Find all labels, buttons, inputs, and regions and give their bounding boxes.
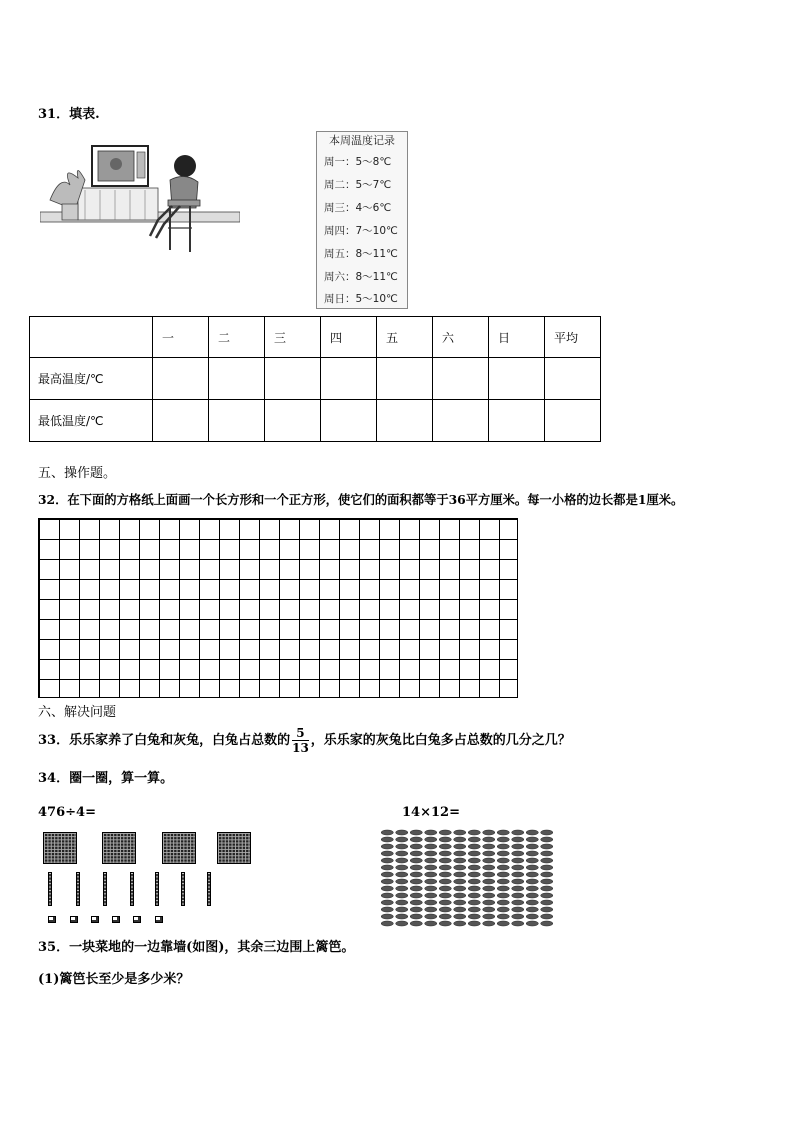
dot — [541, 886, 553, 891]
dot — [526, 900, 538, 905]
cell-max-sat[interactable] — [433, 358, 489, 400]
dot — [497, 879, 509, 884]
row-label-min: 最低温度/℃ — [30, 400, 153, 442]
dot — [483, 921, 495, 926]
dot — [497, 907, 509, 912]
dot — [526, 844, 538, 849]
dot — [454, 865, 466, 870]
dot — [526, 858, 538, 863]
dot — [541, 830, 553, 835]
dot — [512, 844, 524, 849]
cell-min-thu[interactable] — [321, 400, 377, 442]
dot — [541, 851, 553, 856]
dot — [381, 886, 393, 891]
dot — [526, 914, 538, 919]
dot — [468, 921, 480, 926]
temperature-record-card — [316, 131, 408, 309]
cell-max-wed[interactable] — [265, 358, 321, 400]
dot — [497, 830, 509, 835]
dot — [483, 914, 495, 919]
dot — [381, 893, 393, 898]
unit-cube — [48, 916, 56, 923]
dot — [425, 851, 437, 856]
dot — [483, 893, 495, 898]
dot — [497, 858, 509, 863]
card-line-fri: 周五：8～11℃ — [324, 248, 398, 260]
cell-max-mon[interactable] — [153, 358, 209, 400]
dot — [396, 830, 408, 835]
dot — [512, 893, 524, 898]
dot — [483, 900, 495, 905]
ten-rod — [181, 872, 185, 906]
dot — [468, 907, 480, 912]
dot — [410, 858, 422, 863]
dot — [410, 865, 422, 870]
dot — [381, 872, 393, 877]
dot — [512, 886, 524, 891]
dot — [468, 914, 480, 919]
header-wed: 三 — [265, 317, 321, 358]
cell-max-average[interactable] — [545, 358, 601, 400]
cell-min-sun[interactable] — [489, 400, 545, 442]
dot — [396, 879, 408, 884]
dot — [497, 921, 509, 926]
ten-rod — [130, 872, 134, 906]
dot — [526, 865, 538, 870]
dot — [410, 907, 422, 912]
dot — [381, 844, 393, 849]
cell-min-fri[interactable] — [377, 400, 433, 442]
cell-max-sun[interactable] — [489, 358, 545, 400]
card-line-wed: 周三：4～6℃ — [324, 202, 392, 214]
dot — [526, 907, 538, 912]
dot — [396, 844, 408, 849]
dot — [425, 830, 437, 835]
fraction-numerator: 5 — [292, 726, 309, 741]
dot — [410, 886, 422, 891]
dot — [483, 858, 495, 863]
dot — [483, 844, 495, 849]
dot — [512, 900, 524, 905]
dot — [439, 886, 451, 891]
dot — [396, 851, 408, 856]
cell-min-wed[interactable] — [265, 400, 321, 442]
dot — [526, 893, 538, 898]
cell-min-sat[interactable] — [433, 400, 489, 442]
dot — [512, 872, 524, 877]
dot — [541, 900, 553, 905]
hundred-block — [102, 832, 136, 864]
dot — [425, 837, 437, 842]
dot — [541, 879, 553, 884]
unit-cube — [133, 916, 141, 923]
dot — [425, 886, 437, 891]
dot — [396, 900, 408, 905]
header-blank — [30, 317, 153, 358]
header-thu: 四 — [321, 317, 377, 358]
dot-array — [380, 829, 554, 927]
unit-cube — [70, 916, 78, 923]
dot — [483, 837, 495, 842]
dot — [425, 858, 437, 863]
dot — [396, 872, 408, 877]
card-title: 本周温度记录 — [329, 134, 395, 147]
dot — [410, 872, 422, 877]
dot — [497, 900, 509, 905]
dot — [439, 830, 451, 835]
question-33-text-after: ，乐乐家的灰兔比白兔多占总数的几分之几？ — [310, 733, 571, 748]
ten-rod — [103, 872, 107, 906]
cell-min-mon[interactable] — [153, 400, 209, 442]
graph-paper-grid[interactable] — [38, 518, 518, 698]
dot — [541, 844, 553, 849]
dot — [410, 879, 422, 884]
header-fri: 五 — [377, 317, 433, 358]
dot — [410, 837, 422, 842]
dot — [454, 837, 466, 842]
dot — [541, 858, 553, 863]
unit-cube — [91, 916, 99, 923]
section-5-title: 五、操作题。 — [38, 466, 117, 481]
header-tue: 二 — [209, 317, 265, 358]
dot — [425, 914, 437, 919]
dot — [396, 837, 408, 842]
dot — [396, 907, 408, 912]
row-label-max: 最高温度/℃ — [30, 358, 153, 400]
dot — [468, 879, 480, 884]
dot — [410, 900, 422, 905]
dot — [381, 914, 393, 919]
dot — [468, 900, 480, 905]
dot — [497, 837, 509, 842]
card-line-sat: 周六：8～11℃ — [324, 271, 398, 283]
dot — [483, 851, 495, 856]
cell-max-thu[interactable] — [321, 358, 377, 400]
dot — [454, 844, 466, 849]
header-mon: 一 — [153, 317, 209, 358]
dot — [454, 893, 466, 898]
dot — [541, 872, 553, 877]
dot — [454, 851, 466, 856]
dot — [468, 865, 480, 870]
dot — [512, 879, 524, 884]
dot — [396, 886, 408, 891]
fraction-denominator: 13 — [292, 741, 309, 755]
dot — [439, 872, 451, 877]
dot — [439, 914, 451, 919]
card-line-mon: 周一：5～8℃ — [324, 156, 392, 168]
multiplication-expression: 14×12= — [402, 805, 460, 820]
card-line-thu: 周四：7～10℃ — [324, 225, 398, 237]
cell-min-average[interactable] — [545, 400, 601, 442]
hundred-block — [217, 832, 251, 864]
unit-cube — [112, 916, 120, 923]
dot — [468, 830, 480, 835]
dot — [381, 879, 393, 884]
header-average: 平均 — [545, 317, 601, 358]
dot — [541, 914, 553, 919]
dot — [468, 858, 480, 863]
dot — [439, 900, 451, 905]
dot — [425, 900, 437, 905]
card-line-tue: 周二：5～7℃ — [324, 179, 392, 191]
dot — [497, 865, 509, 870]
dot — [410, 914, 422, 919]
dot — [439, 921, 451, 926]
dot — [541, 921, 553, 926]
question-35-title: 35．一块菜地的一边靠墙(如图)，其余三边围上篱笆。 — [38, 940, 355, 955]
hundred-block — [162, 832, 196, 864]
dot — [381, 851, 393, 856]
dot — [439, 893, 451, 898]
ten-rod — [76, 872, 80, 906]
dot — [541, 837, 553, 842]
dot — [381, 907, 393, 912]
dot — [425, 844, 437, 849]
dot — [381, 830, 393, 835]
dot — [483, 907, 495, 912]
header-sat: 六 — [433, 317, 489, 358]
dot — [468, 837, 480, 842]
dot — [410, 851, 422, 856]
dot — [483, 879, 495, 884]
dot — [425, 872, 437, 877]
header-sun: 日 — [489, 317, 545, 358]
dot — [526, 830, 538, 835]
table-header-row — [30, 317, 601, 358]
dot — [483, 865, 495, 870]
dot — [526, 921, 538, 926]
cell-max-tue[interactable] — [209, 358, 265, 400]
table-row-min — [30, 400, 601, 442]
cell-min-tue[interactable] — [209, 400, 265, 442]
dot — [483, 886, 495, 891]
card-line-sun: 周日：5～10℃ — [324, 293, 398, 305]
dot — [512, 921, 524, 926]
dot — [512, 907, 524, 912]
dot — [497, 872, 509, 877]
dot — [425, 879, 437, 884]
unit-cube — [155, 916, 163, 923]
dot — [541, 907, 553, 912]
dot — [381, 837, 393, 842]
dot — [410, 893, 422, 898]
ten-rod — [207, 872, 211, 906]
dot — [425, 921, 437, 926]
dot — [381, 865, 393, 870]
dot — [439, 879, 451, 884]
dot — [497, 851, 509, 856]
ten-rod — [48, 872, 52, 906]
dot — [512, 865, 524, 870]
question-35-sub-1: (1)篱笆长至少是多少米？ — [38, 972, 190, 987]
dot — [497, 893, 509, 898]
dot — [439, 844, 451, 849]
dot — [468, 844, 480, 849]
dot — [410, 921, 422, 926]
dot — [512, 837, 524, 842]
dot — [483, 830, 495, 835]
dot — [439, 907, 451, 912]
dot — [396, 914, 408, 919]
dot — [454, 914, 466, 919]
dot — [512, 914, 524, 919]
dot — [439, 851, 451, 856]
division-expression: 476÷4= — [38, 805, 96, 820]
cell-max-fri[interactable] — [377, 358, 433, 400]
dot — [541, 893, 553, 898]
dot — [541, 865, 553, 870]
dot — [512, 830, 524, 835]
ten-rod — [155, 872, 159, 906]
dot — [396, 858, 408, 863]
question-32-text: 32．在下面的方格纸上面画一个长方形和一个正方形，使它们的面积都等于36平方厘米。每一小格的边长都是1厘米。 — [38, 492, 684, 507]
dot — [396, 865, 408, 870]
question-33-text-before: 33．乐乐家养了白兔和灰兔，白兔占总数的 — [38, 733, 291, 748]
dot — [439, 858, 451, 863]
dot — [454, 879, 466, 884]
dot — [454, 830, 466, 835]
child-watching-tv-illustration — [40, 140, 240, 255]
dot — [483, 872, 495, 877]
dot — [425, 865, 437, 870]
question-34-title: 34．圈一圈，算一算。 — [38, 771, 174, 786]
dot — [381, 900, 393, 905]
dot — [439, 837, 451, 842]
dot — [454, 886, 466, 891]
dot — [381, 921, 393, 926]
dot — [410, 844, 422, 849]
dot — [468, 893, 480, 898]
temperature-fill-table — [29, 316, 601, 442]
table-row-max — [30, 358, 601, 400]
dot — [410, 830, 422, 835]
dot — [468, 886, 480, 891]
dot — [381, 858, 393, 863]
dot — [468, 872, 480, 877]
fraction-5-13 — [292, 726, 309, 755]
dot — [454, 907, 466, 912]
dot — [512, 851, 524, 856]
dot — [526, 837, 538, 842]
question-31-title: 31．填表. — [38, 107, 100, 122]
dot — [468, 851, 480, 856]
dot — [454, 900, 466, 905]
dot — [396, 893, 408, 898]
dot — [526, 886, 538, 891]
dot — [497, 886, 509, 891]
dot — [526, 872, 538, 877]
dot — [512, 858, 524, 863]
dot — [497, 844, 509, 849]
section-6-title: 六、解决问题 — [38, 705, 117, 720]
dot — [526, 851, 538, 856]
dot — [454, 872, 466, 877]
dot — [454, 921, 466, 926]
dot — [454, 858, 466, 863]
dot — [425, 907, 437, 912]
dot — [396, 921, 408, 926]
hundred-block — [43, 832, 77, 864]
dot — [425, 893, 437, 898]
dot — [497, 914, 509, 919]
dot — [439, 865, 451, 870]
dot — [526, 879, 538, 884]
question-33 — [38, 726, 571, 756]
